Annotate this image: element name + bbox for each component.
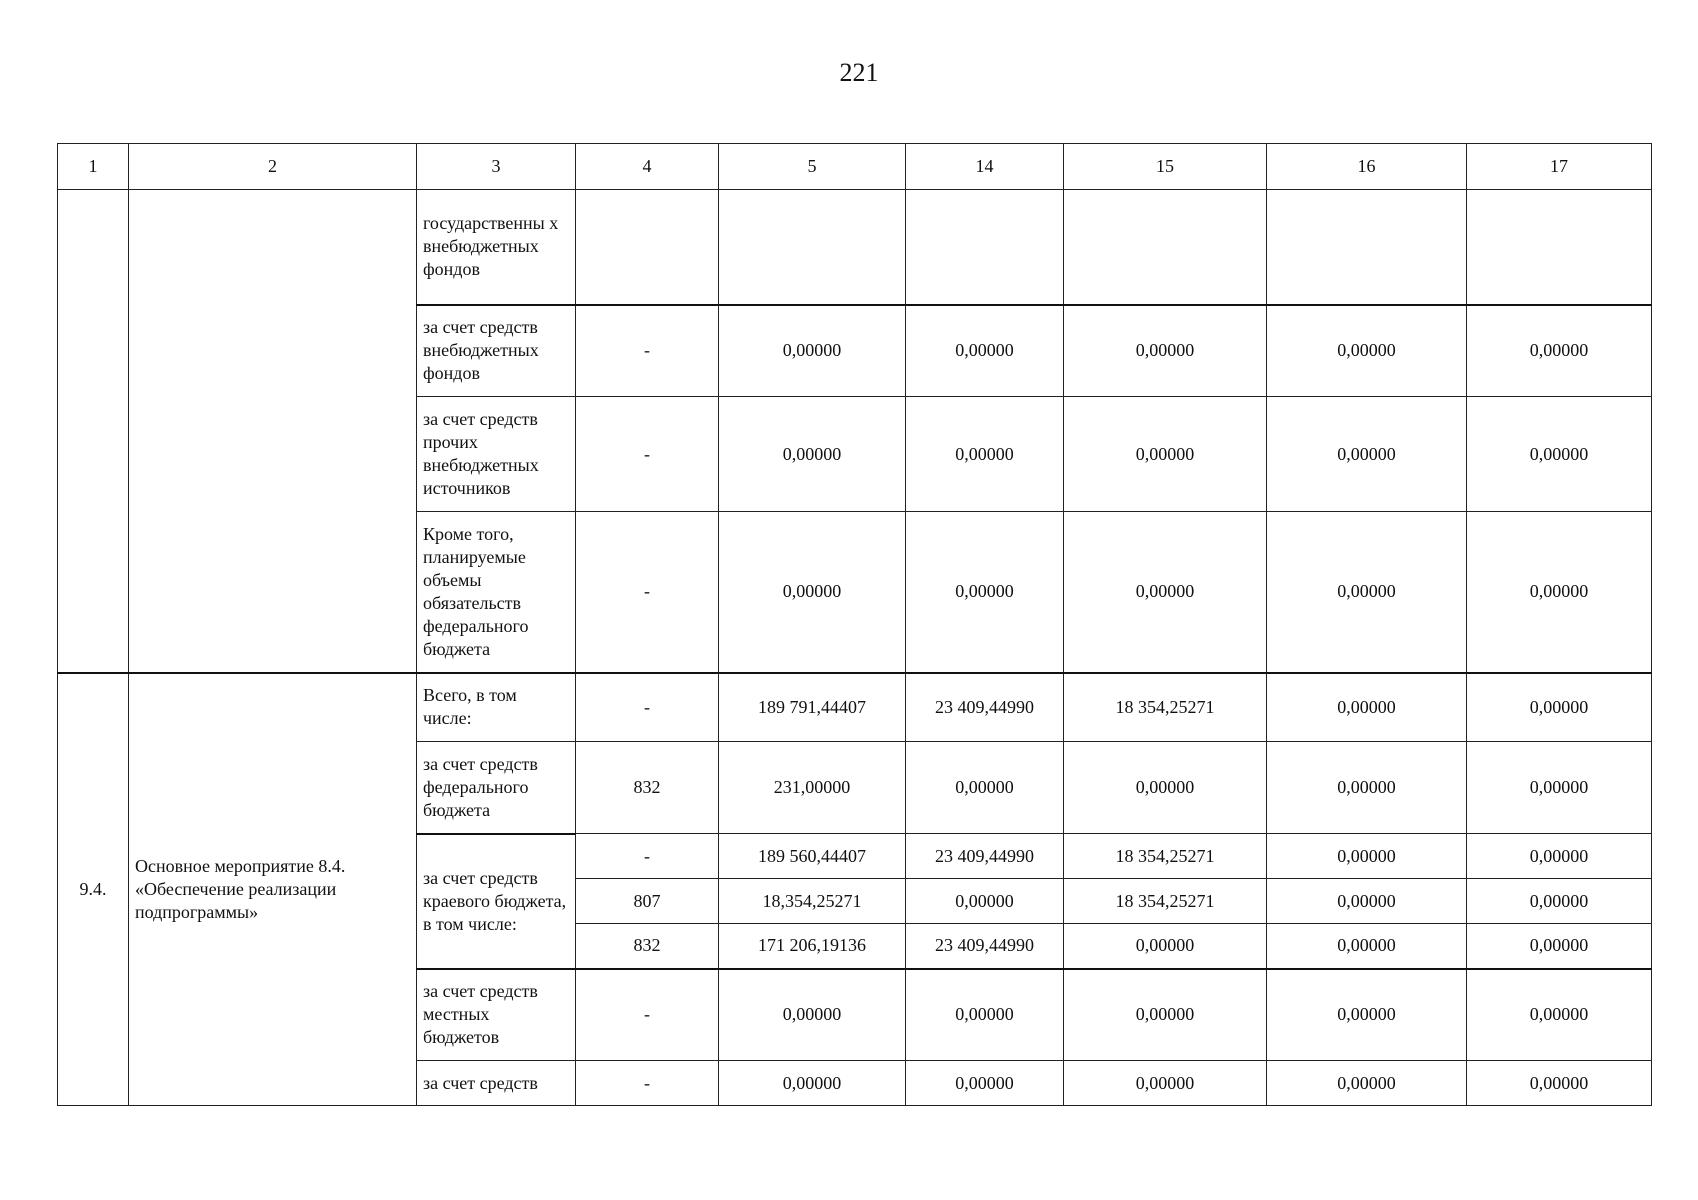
value-cell: 0,00000 xyxy=(1064,397,1267,512)
value-cell: 0,00000 xyxy=(1267,924,1467,969)
item-name-cell: Основное мероприятие 8.4. «Обеспечение реализации подпрограммы» xyxy=(129,673,417,1106)
item-name-cell xyxy=(129,190,417,673)
value-cell: 0,00000 xyxy=(1467,924,1652,969)
value-cell: 0,00000 xyxy=(1467,742,1652,834)
value-cell: 0,00000 xyxy=(1467,1061,1652,1106)
value-cell xyxy=(1467,190,1652,305)
header-cell: 15 xyxy=(1064,144,1267,190)
value-cell: 0,00000 xyxy=(1267,834,1467,879)
value-cell: 0,00000 xyxy=(1467,879,1652,924)
value-cell: 0,00000 xyxy=(1064,305,1267,397)
value-cell: 0,00000 xyxy=(1267,397,1467,512)
value-cell: 171 206,19136 xyxy=(719,924,906,969)
value-cell: 0,00000 xyxy=(906,879,1064,924)
source-label: за счет средств краевого бюджета, в том числе: xyxy=(417,834,576,969)
code-cell: - xyxy=(576,305,719,397)
value-cell: 0,00000 xyxy=(1467,969,1652,1061)
header-cell: 16 xyxy=(1267,144,1467,190)
value-cell: 0,00000 xyxy=(1064,742,1267,834)
value-cell: 0,00000 xyxy=(1267,305,1467,397)
value-cell: 0,00000 xyxy=(1267,1061,1467,1106)
value-cell: 189 560,44407 xyxy=(719,834,906,879)
value-cell: 0,00000 xyxy=(1064,969,1267,1061)
value-cell xyxy=(719,190,906,305)
value-cell: 0,00000 xyxy=(1064,1061,1267,1106)
value-cell: 18 354,25271 xyxy=(1064,673,1267,742)
value-cell: 0,00000 xyxy=(1064,512,1267,673)
item-number-cell: 9.4. xyxy=(58,673,129,1106)
code-cell: - xyxy=(576,834,719,879)
value-cell: 0,00000 xyxy=(1267,512,1467,673)
table-row xyxy=(58,190,1652,305)
value-cell: 0,00000 xyxy=(1467,673,1652,742)
value-cell: 0,00000 xyxy=(1467,834,1652,879)
value-cell: 0,00000 xyxy=(906,305,1064,397)
value-cell: 0,00000 xyxy=(906,397,1064,512)
header-cell: 1 xyxy=(58,144,129,190)
header-cell: 5 xyxy=(719,144,906,190)
header-cell: 4 xyxy=(576,144,719,190)
value-cell: 0,00000 xyxy=(719,1061,906,1106)
header-cell: 2 xyxy=(129,144,417,190)
header-cell: 17 xyxy=(1467,144,1652,190)
code-cell: 807 xyxy=(576,879,719,924)
value-cell: 0,00000 xyxy=(906,742,1064,834)
value-cell xyxy=(906,190,1064,305)
source-label: Всего, в том числе: xyxy=(417,673,576,742)
value-cell: 0,00000 xyxy=(1267,742,1467,834)
value-cell: 0,00000 xyxy=(1267,879,1467,924)
value-cell xyxy=(1267,190,1467,305)
value-cell: 18 354,25271 xyxy=(1064,834,1267,879)
code-cell: - xyxy=(576,673,719,742)
source-label: за счет средств федерального бюджета xyxy=(417,742,576,834)
header-cell: 14 xyxy=(906,144,1064,190)
code-cell: - xyxy=(576,397,719,512)
value-cell: 18,354,25271 xyxy=(719,879,906,924)
value-cell: 0,00000 xyxy=(1467,305,1652,397)
value-cell: 0,00000 xyxy=(719,512,906,673)
value-cell: 0,00000 xyxy=(906,1061,1064,1106)
value-cell xyxy=(1064,190,1267,305)
page-number: 221 xyxy=(839,58,879,87)
source-label: государственны х внебюджетных фондов xyxy=(417,190,576,305)
value-cell: 23 409,44990 xyxy=(906,924,1064,969)
header-row xyxy=(58,144,1652,190)
code-cell xyxy=(576,190,719,305)
value-cell: 0,00000 xyxy=(1467,397,1652,512)
value-cell: 0,00000 xyxy=(719,305,906,397)
source-label: Кроме того, планируемые объемы обязательств федерального бюджета xyxy=(417,512,576,673)
value-cell: 0,00000 xyxy=(1064,924,1267,969)
code-cell: - xyxy=(576,512,719,673)
value-cell: 0,00000 xyxy=(719,969,906,1061)
value-cell: 18 354,25271 xyxy=(1064,879,1267,924)
value-cell: 0,00000 xyxy=(906,512,1064,673)
item-number-cell xyxy=(58,190,129,673)
code-cell: - xyxy=(576,1061,719,1106)
code-cell: - xyxy=(576,969,719,1061)
value-cell: 189 791,44407 xyxy=(719,673,906,742)
header-cell: 3 xyxy=(417,144,576,190)
value-cell: 0,00000 xyxy=(1467,512,1652,673)
budget-table xyxy=(57,143,1652,1106)
value-cell: 0,00000 xyxy=(906,969,1064,1061)
source-label: за счет средств внебюджетных фондов xyxy=(417,305,576,397)
code-cell: 832 xyxy=(576,742,719,834)
source-label: за счет средств xyxy=(417,1061,576,1106)
value-cell: 0,00000 xyxy=(719,397,906,512)
table-row xyxy=(58,673,1652,742)
value-cell: 23 409,44990 xyxy=(906,673,1064,742)
value-cell: 0,00000 xyxy=(1267,969,1467,1061)
value-cell: 231,00000 xyxy=(719,742,906,834)
value-cell: 0,00000 xyxy=(1267,673,1467,742)
code-cell: 832 xyxy=(576,924,719,969)
source-label: за счет средств прочих внебюджетных источников xyxy=(417,397,576,512)
source-label: за счет средств местных бюджетов xyxy=(417,969,576,1061)
value-cell: 23 409,44990 xyxy=(906,834,1064,879)
